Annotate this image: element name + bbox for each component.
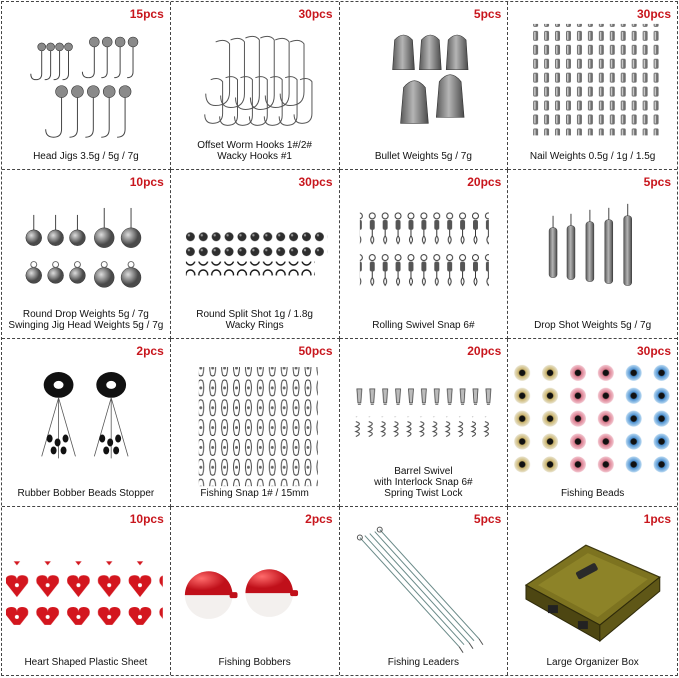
heart-sheet-image	[2, 507, 170, 675]
leaders-image	[340, 507, 508, 675]
tile-count: 10pcs	[129, 175, 164, 190]
product-grid	[1, 1, 678, 676]
tile-bobber-stopper	[2, 339, 171, 507]
tile-label: Fishing Snap 1# / 15mm	[200, 487, 309, 499]
tile-count: 30pcs	[298, 175, 333, 190]
tile-label: Head Jigs 3.5g / 5g / 7g	[33, 151, 139, 163]
tile-organizer-box	[508, 507, 677, 675]
tile-rolling-swivel-snap	[340, 170, 509, 338]
tile-label: Offset Worm Hooks 1#/2# Wacky Hooks #1	[197, 140, 312, 163]
tile-round-drop-weights	[2, 170, 171, 338]
tile-label: Fishing Beads	[560, 487, 625, 499]
tile-nail-weights	[508, 2, 677, 170]
tile-count: 20pcs	[467, 175, 502, 190]
tile-label: Nail Weights 0.5g / 1g / 1.5g	[529, 151, 656, 163]
tile-label: Rolling Swivel Snap 6#	[372, 319, 475, 331]
fishing-snap-image	[171, 339, 339, 506]
tile-label: Barrel Swivel with Interlock Snap 6# Spring Twist Lock	[374, 465, 473, 499]
tile-count: 2pcs	[305, 511, 333, 526]
head-jigs-image	[2, 2, 170, 169]
tile-fishing-beads	[508, 339, 677, 507]
tile-barrel-swivel	[340, 339, 509, 507]
tile-label: Large Organizer Box	[546, 657, 639, 668]
tile-count: 15pcs	[129, 7, 164, 21]
tile-label: Bullet Weights 5g / 7g	[374, 151, 472, 163]
tile-label: Fishing Leaders	[387, 657, 459, 668]
organizer-box-image	[508, 507, 677, 675]
tile-count: 10pcs	[129, 511, 164, 526]
tile-bullet-weights	[340, 2, 509, 170]
tile-count: 5pcs	[473, 7, 502, 21]
drop-shot-image	[508, 170, 677, 337]
tile-label: Round Split Shot 1g / 1.8g Wacky Rings	[196, 308, 313, 331]
tile-count: 30pcs	[636, 343, 671, 358]
tile-heart-sheet	[2, 507, 171, 675]
tile-round-split-shot	[171, 170, 340, 338]
tile-fishing-leaders	[340, 507, 509, 675]
tile-fishing-snap	[171, 339, 340, 507]
swivel-snap-image	[340, 170, 508, 337]
tile-label: Round Drop Weights 5g / 7g Swinging Jig Head Weights 5g / 7g	[8, 308, 164, 331]
tile-fishing-bobbers	[171, 507, 340, 675]
tile-count: 50pcs	[298, 343, 333, 358]
tile-count: 5pcs	[643, 175, 671, 190]
tile-count: 30pcs	[298, 7, 333, 21]
tile-count: 2pcs	[136, 343, 164, 358]
bullet-weights-image	[340, 2, 508, 169]
tile-label: Fishing Bobbers	[218, 657, 291, 668]
tile-head-jigs	[2, 2, 171, 170]
tile-offset-worm-hooks	[171, 2, 340, 170]
tile-count: 20pcs	[467, 343, 502, 358]
fishing-beads-image	[508, 339, 677, 506]
bobber-stopper-image	[2, 339, 170, 506]
tile-label: Heart Shaped Plastic Sheet	[24, 657, 148, 668]
tile-drop-shot-weights	[508, 170, 677, 338]
nail-weights-image	[508, 2, 677, 169]
tile-label: Rubber Bobber Beads Stopper	[17, 487, 155, 499]
tile-label: Drop Shot Weights 5g / 7g	[534, 319, 652, 331]
tile-count: 1pcs	[643, 511, 671, 526]
bobbers-image	[171, 507, 339, 675]
tile-count: 30pcs	[636, 7, 671, 21]
tile-count: 5pcs	[473, 511, 502, 526]
